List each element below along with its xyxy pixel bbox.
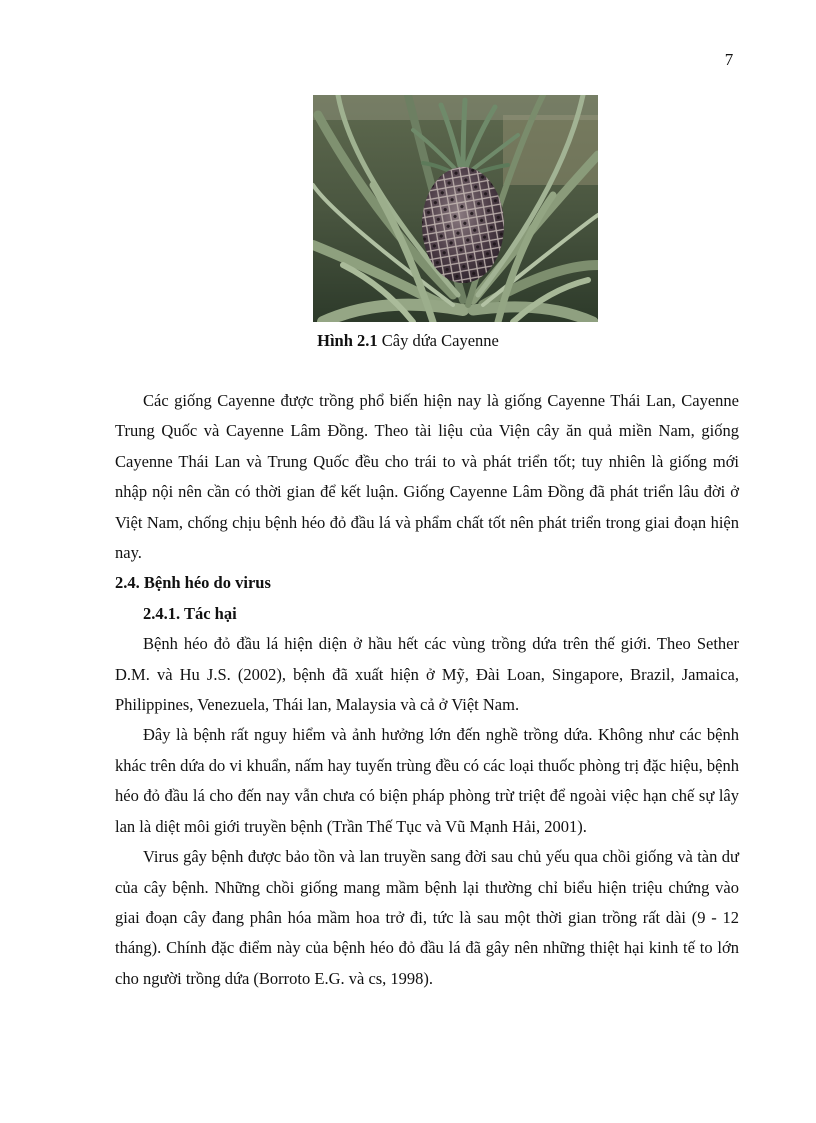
paragraph-cayenne-varieties: Các giống Cayenne được trồng phổ biến hiện nay là giống Cayenne Thái Lan, Cayenne Trung Quốc và Cayenne Lâm Đồng. Theo tài liệu của Viện cây ăn quả miền Nam, giống Cayenne Thái Lan và Trung Quốc đều cho trái to và phát triển tốt; tuy nhiên là giống mới nhập nội nên cần có thời gian để kết luận. Giống Cayenne Lâm Đồng đã phát triển lâu đời ở Việt Nam, chống chịu bệnh héo đỏ đầu lá và phẩm chất tốt nên phát triển trong giai đoạn hiện nay.: [115, 391, 739, 563]
paragraph-disease-danger: Đây là bệnh rất nguy hiểm và ảnh hưởng lớn đến nghề trồng dứa. Không như các bệnh khác trên dứa do vi khuẩn, nấm hay tuyến trùng đều có các loại thuốc phòng trị đặc hiệu, bệnh héo đỏ đầu lá cho đến nay vẫn chưa có biện pháp phòng trừ triệt để ngoài việc hạn chế sự lây lan là diệt môi giới truyền bệnh (Trần Thế Tục và Vũ Mạnh Hải, 2001).: [115, 725, 739, 836]
paragraph-virus-transmission: Virus gây bệnh được bảo tồn và lan truyền sang đời sau chủ yếu qua chồi giống và tàn dư của cây bệnh. Những chồi giống mang mầm bệnh lại thường chỉ biểu hiện triệu chứng vào giai đoạn cây đang phân hóa mầm hoa trở đi, tức là sau một thời gian trồng rất dài (9 - 12 tháng). Chính đặc điểm này của bệnh héo đỏ đầu lá đã gây nên những thiệt hại kinh tế to lớn cho người trồng dứa (Borroto E.G. và cs, 1998).: [115, 847, 739, 988]
paragraph-disease-distribution: Bệnh héo đỏ đầu lá hiện diện ở hầu hết các vùng trồng dứa trên thế giới. Theo Sether D.M. và Hu J.S. (2002), bệnh đã xuất hiện ở Mỹ, Đài Loan, Singapore, Brazil, Jamaica, Philippines, Venezuela, Thái lan, Malaysia và cả ở Việt Nam.: [115, 634, 739, 715]
figure-caption: [0, 331, 816, 351]
section-heading-2-4: 2.4. Bệnh héo do virus: [115, 573, 271, 593]
figure-caption-label: Hình 2.1: [317, 331, 378, 350]
figure-caption-text: Cây dứa Cayenne: [377, 331, 499, 350]
main-text: [115, 386, 739, 994]
subsection-heading-2-4-1: 2.4.1. Tác hại: [143, 603, 237, 623]
page-number: 7: [724, 50, 734, 69]
pineapple-photo: [313, 95, 598, 322]
